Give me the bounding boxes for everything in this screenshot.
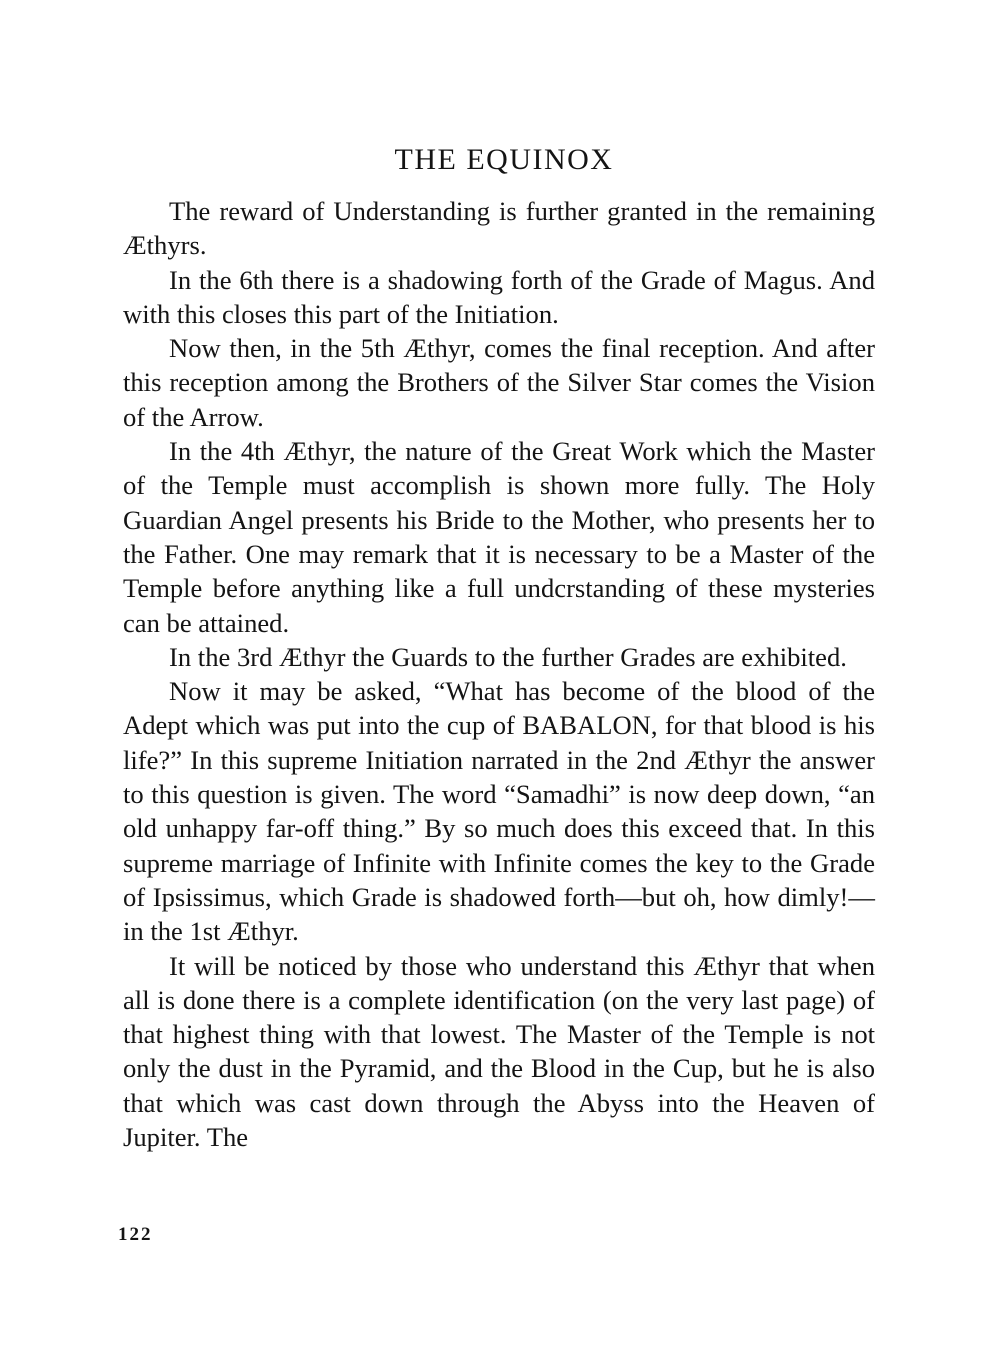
paragraph: It will be noticed by those who understand this Æthyr that when all is done there is a complete identification (on the very last page) of that highest thing with that lowest. The Master of the Temple is not only the dust in the Pyramid, and the Blood in the Cup, but he is also that which was cast down through the Abyss into the Heaven of Jupiter. The	[123, 950, 875, 1153]
paragraph: In the 6th there is a shadowing forth of the Grade of Magus. And with this closes this part of the Initiation.	[123, 264, 875, 329]
paragraph: In the 4th Æthyr, the nature of the Great Work which the Master of the Temple must accomplish is shown more fully. The Holy Guardian Angel presents his Bride to the Mother, who presents her to the Father. One may remark that it is necessary to be a Master of the Temple before anything like a full undcrstanding of these mysteries can be attained.	[123, 436, 875, 638]
page-number: 122	[118, 1224, 153, 1245]
text-block	[123, 194, 875, 1154]
paragraph: Now it may be asked, “What has become of the blood of the Adept which was put into the cup of BABALON, for that blood is his life?” In this supreme Initiation narrated in the 2nd Æthyr the answer to this question is given. The word “Samadhi” is now deep down, “an old unhappy far-off thing.” By so much does this exceed that. In this supreme marriage of Infinite with Infinite comes the key to the Grade of Ipsissimus, which Grade is shadowed forth—but oh, how dimly!—in the 1st Æthyr.	[123, 676, 875, 947]
running-head: THE EQUINOX	[394, 143, 614, 176]
paragraph: In the 3rd Æthyr the Guards to the further Grades are exhibited.	[169, 641, 847, 672]
book-page	[123, 140, 875, 1154]
paragraph: Now then, in the 5th Æthyr, comes the final reception. And after this reception among the Brothers of the Silver Star comes the Vision of the Arrow.	[123, 333, 875, 432]
paragraph: The reward of Understanding is further granted in the remaining Æthyrs.	[123, 196, 875, 261]
